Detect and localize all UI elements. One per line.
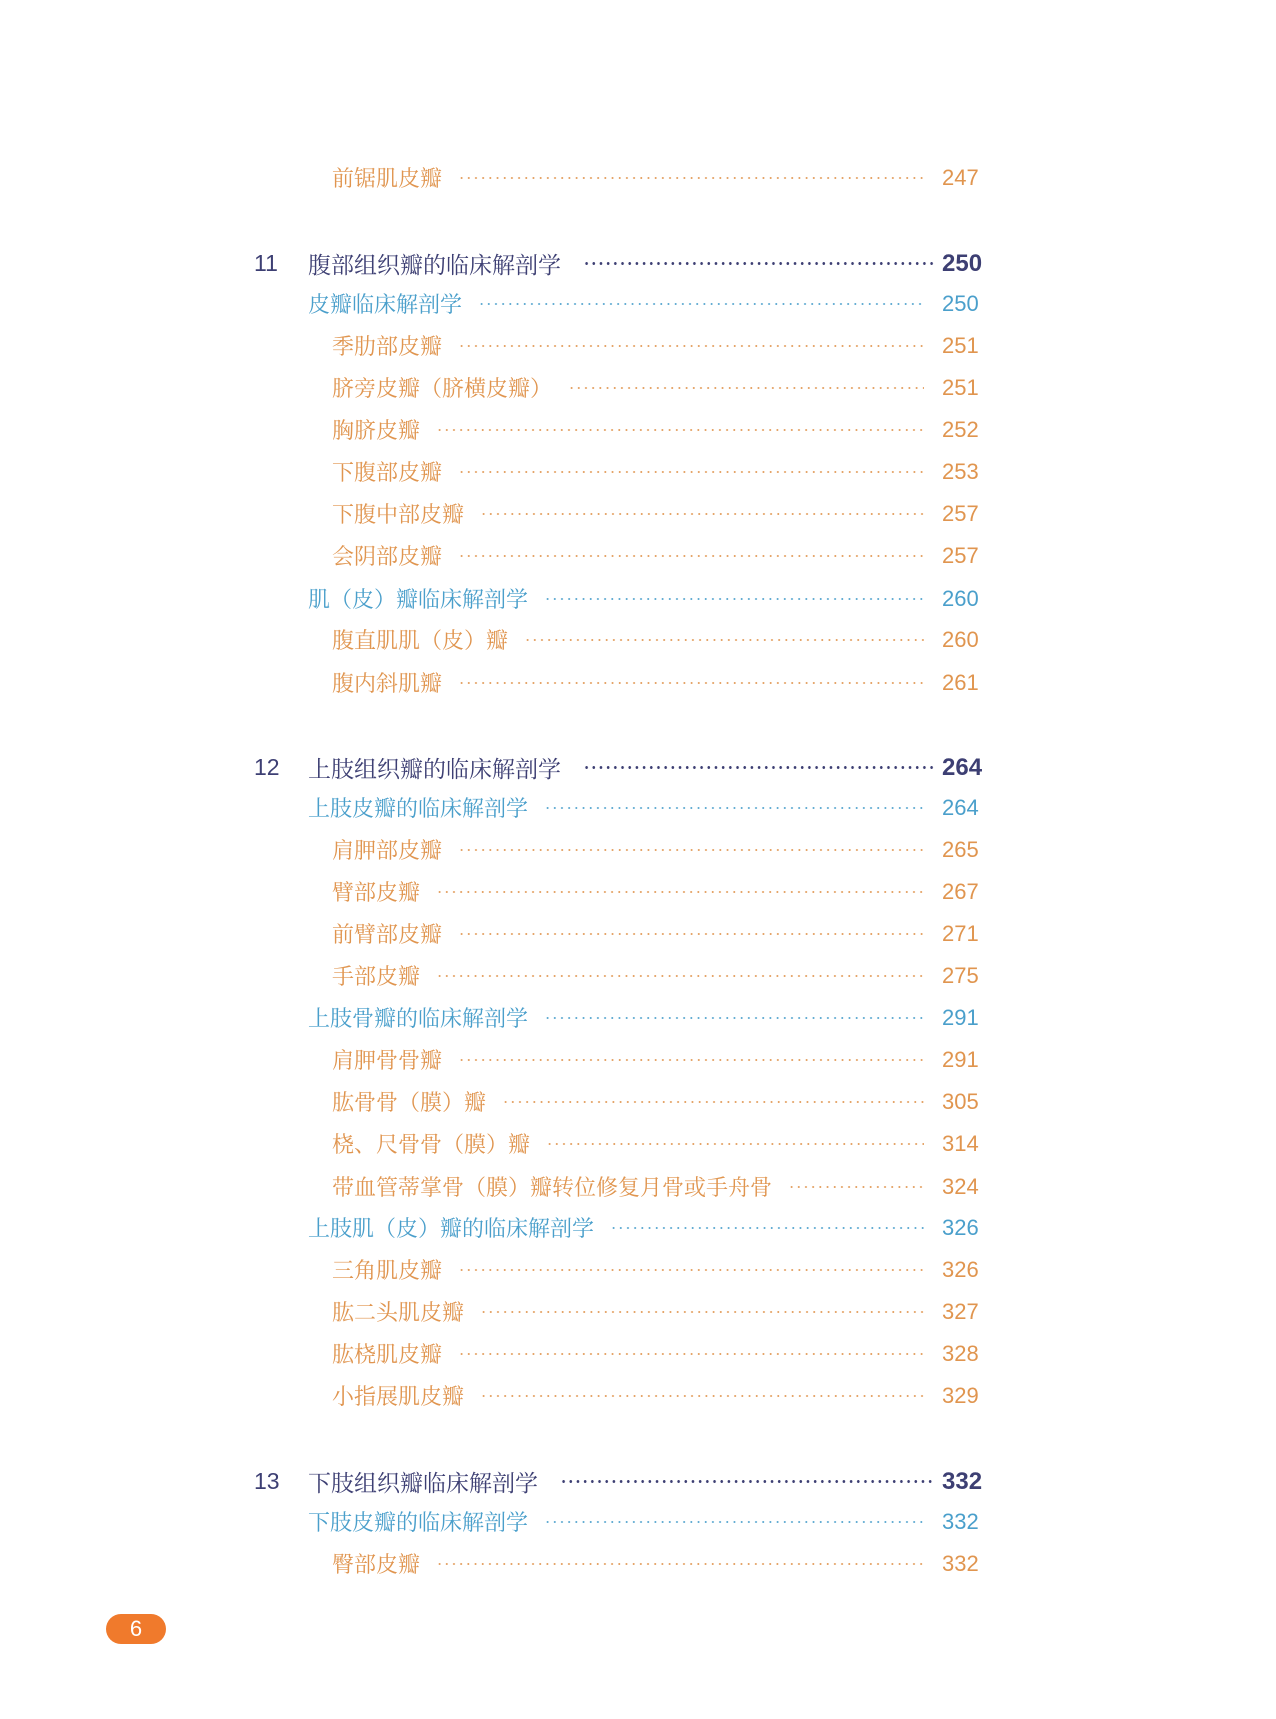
dot-leader [568, 387, 924, 389]
toc-item[interactable] [0, 540, 1276, 571]
toc-item-title: 手部皮瓣 [332, 965, 421, 990]
toc-item-page: 326 [942, 1256, 979, 1282]
dot-leader [544, 1017, 924, 1019]
toc-item-title: 桡、尺骨骨（膜）瓣 [332, 1133, 531, 1158]
toc-item-title: 下腹中部皮瓣 [332, 503, 465, 528]
dot-leader [480, 1395, 924, 1397]
section-page: 264 [942, 794, 979, 820]
toc-item-title: 下腹部皮瓣 [332, 461, 443, 486]
toc-item-title: 三角肌皮瓣 [332, 1259, 443, 1284]
toc-section[interactable] [0, 1212, 1276, 1243]
toc-item-page: 314 [942, 1130, 979, 1156]
toc-item[interactable] [0, 1338, 1276, 1369]
dot-leader [544, 598, 924, 600]
toc-item-title: 会阴部皮瓣 [332, 545, 443, 570]
dot-leader [544, 807, 924, 809]
dot-leader [524, 639, 924, 641]
toc-section[interactable] [0, 583, 1276, 614]
toc-item-page: 247 [942, 164, 979, 190]
dot-leader [788, 1186, 924, 1188]
dot-leader [583, 262, 934, 265]
toc-chapter[interactable] [0, 1465, 1276, 1498]
dot-leader [436, 1563, 924, 1565]
dot-leader [458, 849, 924, 851]
toc-item[interactable] [0, 372, 1276, 403]
section-page: 260 [942, 585, 979, 611]
toc-item-page: 328 [942, 1340, 979, 1366]
toc-item-page: 324 [942, 1173, 979, 1199]
toc-section[interactable] [0, 1002, 1276, 1033]
dot-leader [458, 1059, 924, 1061]
toc-item-page: 291 [942, 1046, 979, 1072]
dot-leader [610, 1227, 924, 1229]
toc-item[interactable] [0, 667, 1276, 698]
toc-item[interactable] [0, 414, 1276, 445]
dot-leader [478, 303, 924, 305]
dot-leader [436, 975, 924, 977]
chapter-number: 13 [254, 1468, 280, 1494]
toc-item-title: 肱桡肌皮瓣 [332, 1343, 443, 1368]
toc-item-title: 腹内斜肌瓣 [332, 672, 443, 697]
toc-item-page: 252 [942, 416, 979, 442]
section-title: 下肢皮瓣的临床解剖学 [308, 1511, 529, 1536]
toc-item-title: 腹直肌肌（皮）瓣 [332, 629, 509, 654]
section-title: 皮瓣临床解剖学 [308, 293, 463, 318]
toc-item-title: 脐旁皮瓣（脐横皮瓣） [332, 377, 553, 402]
dot-leader [458, 933, 924, 935]
toc-item-page: 265 [942, 836, 979, 862]
section-page: 250 [942, 290, 979, 316]
toc-section[interactable] [0, 288, 1276, 319]
toc-item[interactable] [0, 498, 1276, 529]
toc-item-title: 肱二头肌皮瓣 [332, 1301, 465, 1326]
toc-item-page: 332 [942, 1550, 979, 1576]
toc-item-title: 臀部皮瓣 [332, 1553, 421, 1578]
toc-chapter[interactable] [0, 751, 1276, 784]
toc-item-page: 329 [942, 1382, 979, 1408]
dot-leader [458, 345, 924, 347]
section-title: 上肢骨瓣的临床解剖学 [308, 1007, 529, 1032]
toc-item-title: 肱骨骨（膜）瓣 [332, 1091, 487, 1116]
toc-item[interactable] [0, 456, 1276, 487]
toc-item[interactable] [0, 330, 1276, 361]
toc-item-title: 臂部皮瓣 [332, 881, 421, 906]
toc-item-title: 胸脐皮瓣 [332, 419, 421, 444]
dot-leader [546, 1143, 924, 1145]
toc-section[interactable] [0, 1506, 1276, 1537]
toc-item-page: 267 [942, 878, 979, 904]
dot-leader [458, 682, 924, 684]
chapter-number: 11 [254, 250, 278, 276]
dot-leader [583, 766, 934, 769]
dot-leader [560, 1480, 934, 1483]
dot-leader [458, 1269, 924, 1271]
dot-leader [436, 891, 924, 893]
toc-item-title: 前锯肌皮瓣 [332, 167, 443, 192]
toc-item-page: 261 [942, 669, 979, 695]
toc-item-title: 前臂部皮瓣 [332, 923, 443, 948]
toc-item[interactable] [0, 162, 1276, 193]
section-title: 上肢肌（皮）瓣的临床解剖学 [308, 1217, 595, 1242]
section-page: 332 [942, 1508, 979, 1534]
chapter-number: 12 [254, 754, 280, 780]
toc-item[interactable] [0, 1171, 1276, 1202]
toc-item-page: 251 [942, 374, 979, 400]
toc-item[interactable] [0, 876, 1276, 907]
toc-item-page: 327 [942, 1298, 979, 1324]
toc-section[interactable] [0, 792, 1276, 823]
section-page: 326 [942, 1214, 979, 1240]
toc-item[interactable] [0, 1044, 1276, 1075]
chapter-title: 上肢组织瓣的临床解剖学 [308, 757, 561, 783]
toc-chapter[interactable] [0, 247, 1276, 280]
dot-leader [436, 429, 924, 431]
toc-item-page: 271 [942, 920, 979, 946]
chapter-page: 264 [942, 753, 983, 781]
toc-item[interactable] [0, 1548, 1276, 1579]
toc-item[interactable] [0, 834, 1276, 865]
dot-leader [480, 513, 924, 515]
toc-item[interactable] [0, 1254, 1276, 1285]
section-title: 上肢皮瓣的临床解剖学 [308, 797, 529, 822]
chapter-title: 腹部组织瓣的临床解剖学 [308, 253, 561, 279]
chapter-page: 250 [942, 249, 983, 277]
toc-item[interactable] [0, 624, 1276, 655]
toc-item-title: 肩胛骨骨瓣 [332, 1049, 443, 1074]
toc-item[interactable] [0, 918, 1276, 949]
section-title: 肌（皮）瓣临床解剖学 [308, 588, 529, 613]
chapter-page: 332 [942, 1467, 983, 1495]
toc-item[interactable] [0, 1296, 1276, 1327]
toc-item-page: 305 [942, 1088, 979, 1114]
dot-leader [480, 1311, 924, 1313]
toc-item[interactable] [0, 960, 1276, 991]
section-page: 291 [942, 1004, 979, 1030]
toc-item-page: 275 [942, 962, 979, 988]
toc-item-title: 季肋部皮瓣 [332, 335, 443, 360]
toc-item[interactable] [0, 1086, 1276, 1117]
toc-item-title: 小指展肌皮瓣 [332, 1385, 465, 1410]
toc-item-title: 带血管蒂掌骨（膜）瓣转位修复月骨或手舟骨 [332, 1176, 773, 1201]
toc-item-page: 257 [942, 500, 979, 526]
dot-leader [502, 1101, 924, 1103]
toc-item[interactable] [0, 1380, 1276, 1411]
toc-item-page: 257 [942, 542, 979, 568]
page-number-badge: 6 [106, 1614, 166, 1644]
dot-leader [458, 555, 924, 557]
dot-leader [458, 177, 924, 179]
chapter-title: 下肢组织瓣临床解剖学 [308, 1471, 538, 1497]
dot-leader [458, 1353, 924, 1355]
dot-leader [544, 1521, 924, 1523]
toc-item-title: 肩胛部皮瓣 [332, 839, 443, 864]
toc-item[interactable] [0, 1128, 1276, 1159]
toc-item-page: 260 [942, 626, 979, 652]
toc-item-page: 253 [942, 458, 979, 484]
dot-leader [458, 471, 924, 473]
toc-item-page: 251 [942, 332, 979, 358]
